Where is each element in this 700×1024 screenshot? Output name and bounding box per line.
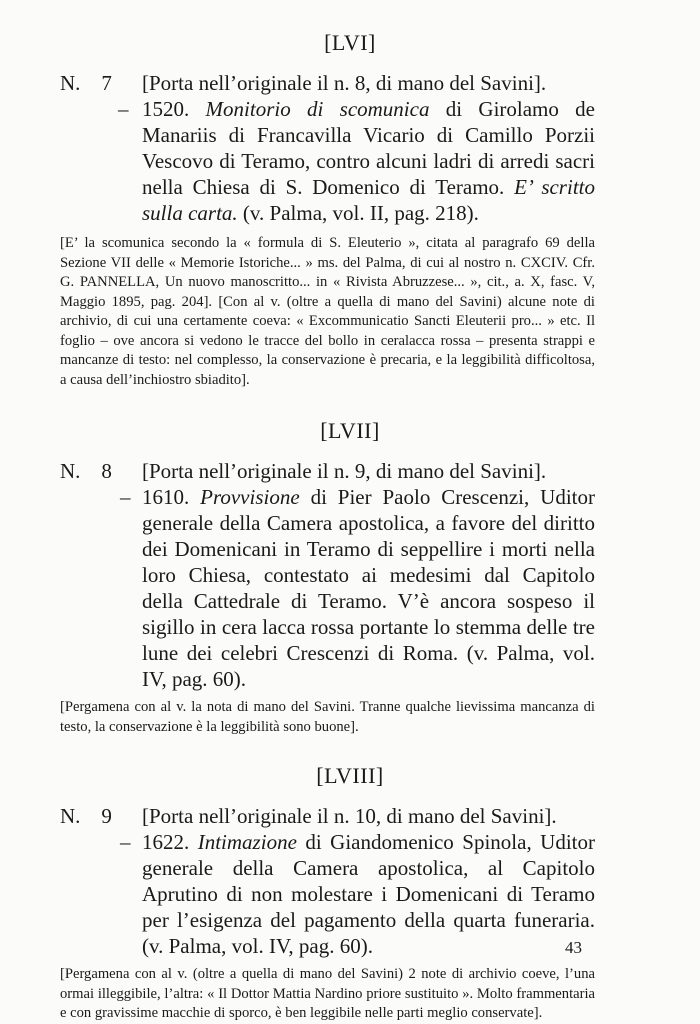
entry-original-note: [Porta nell’originale il n. 8, di mano del Savini]. <box>142 71 547 95</box>
entry-year: 1610. <box>142 485 201 509</box>
entry-doc-type: Monitorio di scomunica <box>205 97 430 121</box>
entry-heading: [LVI] <box>324 30 376 55</box>
entry-description <box>142 829 595 959</box>
entry-footnote: [E’ la scomunica secondo la « formula di S. Eleuterio », citata al paragrafo 69 della Sezione VII delle « Memorie Istoriche... » ms. del Palma, di cui al nostro n. CXCIV. Cfr. G. PANNELLA, Un nuovo manoscritto... in « Rivista Abruzzese... », cit., a. X, fasc. V, Maggio 1895, pag. 204]. [Con al v. (oltre a quella di mano del Savini) alcune note di archivio, di cui una certamente coeva: « Excommunicatio Sancti Eleuterii pro... » etc. Il foglio – ove ancora si vedono le tracce del bollo in ceralacca rossa – presenta strappi e mancanze di testo: nel complesso, la conservazione è precaria, e la leggibilità difficoltosa, a causa dell’inchiostro sbiadito]. <box>60 235 595 388</box>
entry-footnote: [Pergamena con al v. (oltre a quella di mano del Savini) 2 note di archivio coeve, l’una ormai illeggibile, l’altra: « Il Dottor Mattia Nardino priore sustituito ». Molto frammentaria e con gravissime macchie di sporco, è ben leggibile nelle parti meglio conservate]. <box>60 966 595 1021</box>
page-number: 43 <box>565 938 582 957</box>
entry-text: di Giandomenico Spinola, Uditor generale della Camera apostolica, al Capitolo Aprutino di non molestare i Domenicani di Teramo per l’esigenza del pagamento della quarta funeraria. (v. Palma, vol. IV, pag. 60). <box>142 830 596 958</box>
entry-text-italic: E’ scritto sulla carta. <box>142 175 595 225</box>
entry-reference: (v. Palma, vol. II, pag. 218). <box>237 201 479 225</box>
entry-description <box>142 96 595 226</box>
entry-text: di Girolamo de Manariis di Francavilla Vicario di Camillo Porzii Vescovo di Teramo, contro alcuni ladri di arredi sacri nella Chiesa di S. Domenico di Teramo. <box>142 97 595 199</box>
entry-heading: [LVII] <box>320 418 380 443</box>
entry-heading: [LVIII] <box>316 763 384 788</box>
entry-number: N. 8 <box>60 459 112 483</box>
entry-original-note: [Porta nell’originale il n. 9, di mano del Savini]. <box>142 459 547 483</box>
entry-text: di Pier Paolo Crescenzi, Uditor generale della Camera apostolica, a favore del diritto dei Domenicani in Teramo di seppellire i morti nella loro Chiesa, contestato ai medesimi dal Capitolo della Cattedrale di Teramo. V’è ancora sospeso il sigillo in cera lacca rossa portante lo stemma delle tre lune dei celebri Crescenzi di Roma. (v. Palma, vol. IV, pag. 60). <box>142 485 595 691</box>
entry-number: N. 9 <box>60 804 112 828</box>
entry-doc-type: Provvisione <box>200 485 300 509</box>
entry-year: 1520. <box>142 97 206 121</box>
entry-dash: – <box>118 97 129 121</box>
entry-original-note: [Porta nell’originale il n. 10, di mano del Savini]. <box>142 804 557 828</box>
entry-dash: – <box>120 485 131 509</box>
entry-number: N. 7 <box>60 71 112 95</box>
entry-doc-type: Intimazione <box>197 830 297 854</box>
entry-dash: – <box>120 830 131 854</box>
entry-description <box>142 484 595 692</box>
entry-footnote: [Pergamena con al v. la nota di mano del Savini. Tranne qualche lievissima mancanza di testo, la conservazione è la leggibilità sono buone]. <box>60 699 595 735</box>
entry-year: 1622. <box>142 830 198 854</box>
